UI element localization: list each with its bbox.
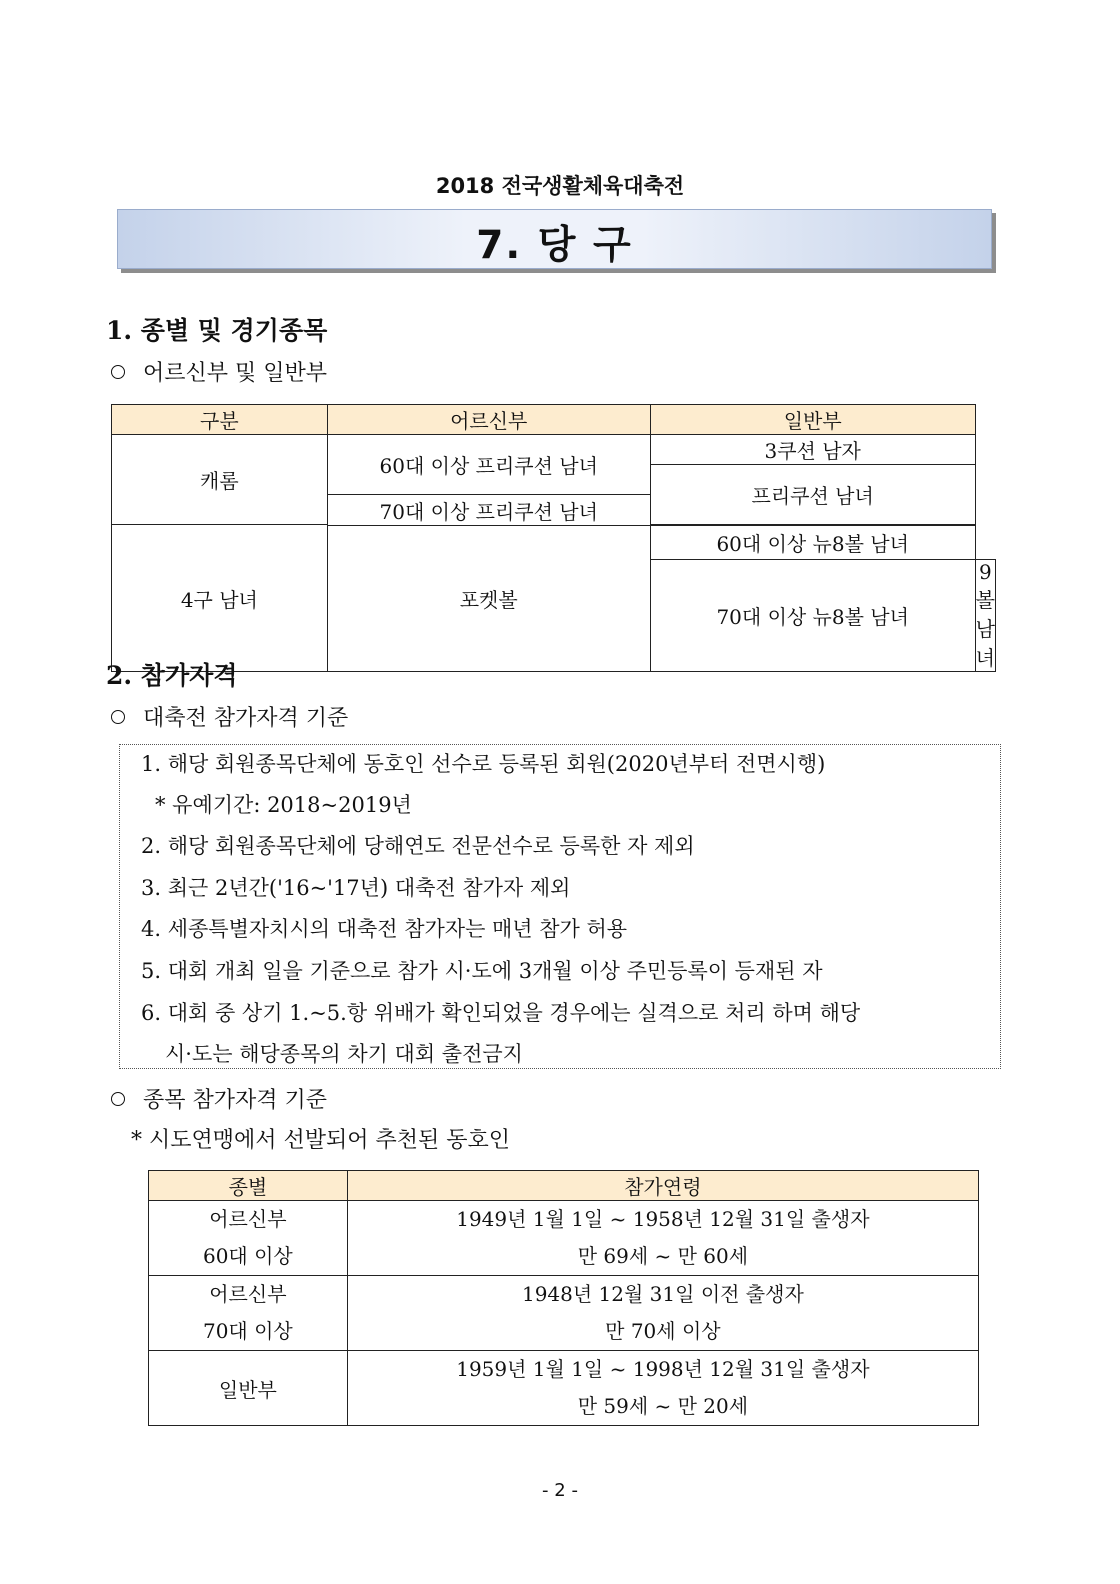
table-cell: 60대 이상 프리쿠션 남녀 — [327, 435, 650, 495]
table-header: 일반부 — [650, 405, 975, 435]
circle-bullet-icon — [111, 365, 125, 379]
table-cell: 9볼 남녀 — [975, 560, 995, 670]
age-range-cell — [347, 1201, 978, 1276]
section2-bullet1 — [111, 701, 348, 732]
age-line: 1959년 1월 1일 ~ 1998년 12월 31일 출생자 — [456, 1357, 870, 1381]
circle-bullet-icon — [111, 1092, 125, 1106]
age-range-cell — [347, 1351, 978, 1426]
section-title-banner — [117, 209, 992, 269]
table-cell: 60대 이상 뉴8볼 남녀 — [650, 526, 975, 560]
section2-heading: 2. 참가자격 — [106, 661, 238, 690]
table-header: 종별 — [149, 1171, 348, 1201]
note-item: 시·도는 해당종목의 차기 대회 출전금지 — [165, 1042, 523, 1066]
age-eligibility-table — [148, 1170, 979, 1426]
table-cell: 프리쿠션 남녀 — [650, 465, 975, 525]
note-item: * 유예기간: 2018~2019년 — [155, 793, 412, 817]
note-item: 3. 최근 2년간('16~'17년) 대축전 참가자 제외 — [141, 876, 571, 900]
table-header: 참가연령 — [347, 1171, 978, 1201]
age-line: 만 69세 ~ 만 60세 — [577, 1244, 749, 1268]
section2-bullet2 — [111, 1083, 327, 1114]
category-line: 일반부 — [218, 1377, 277, 1402]
note-item: 5. 대회 개최 일을 기준으로 참가 시·도에 3개월 이상 주민등록이 등재된 자 — [141, 959, 823, 983]
section-title: 7. 당 구 — [476, 223, 633, 268]
carom-label: 캐롬 — [112, 435, 328, 525]
age-line: 1948년 12월 31일 이전 출생자 — [521, 1282, 804, 1306]
age-category-cell — [149, 1201, 348, 1276]
page-number: - 2 - — [542, 1480, 578, 1501]
note-item: 6. 대회 중 상기 1.~5.항 위배가 확인되었을 경우에는 실격으로 처리 하며 해당 — [141, 1001, 861, 1025]
age-line: 만 59세 ~ 만 20세 — [577, 1394, 749, 1418]
circle-bullet-icon — [111, 710, 125, 724]
event-category-table — [111, 404, 996, 672]
note-item: 4. 세종특별자치시의 대축전 참가자는 매년 참가 허용 — [141, 917, 628, 941]
section2-bullet1-text: 대축전 참가자격 기준 — [143, 706, 349, 731]
section1-bullet — [111, 356, 327, 387]
note-item: 1. 해당 회원종목단체에 동호인 선수로 등록된 회원(2020년부터 전면시행) — [141, 752, 826, 776]
pocket-label: 포켓볼 — [327, 526, 650, 672]
age-category-cell — [149, 1276, 348, 1351]
category-line: 60대 이상 — [202, 1244, 293, 1268]
age-line: 만 70세 이상 — [605, 1319, 721, 1343]
table-header: 어르신부 — [327, 405, 650, 435]
table-cell: 70대 이상 뉴8볼 남녀 — [650, 560, 975, 672]
table-cell: 70대 이상 프리쿠션 남녀 — [327, 495, 650, 526]
category-line: 어르신부 — [209, 1207, 287, 1231]
age-line: 1949년 1월 1일 ~ 1958년 12월 31일 출생자 — [456, 1207, 870, 1231]
note-item: 2. 해당 회원종목단체에 당해연도 전문선수로 등록한 자 제외 — [141, 834, 695, 858]
table-header: 구분 — [112, 405, 328, 435]
category-line: 어르신부 — [209, 1282, 287, 1306]
category-line: 70대 이상 — [202, 1319, 293, 1343]
section2-bullet2-text: 종목 참가자격 기준 — [143, 1088, 328, 1113]
table-cell: 4구 남녀 — [112, 525, 328, 672]
table-cell: 3쿠션 남자 — [650, 435, 975, 465]
event-title: 2018 전국생활체육대축전 — [435, 174, 685, 198]
age-range-cell — [347, 1276, 978, 1351]
section2-sub-note: * 시도연맹에서 선발되어 추천된 동호인 — [131, 1128, 511, 1153]
age-category-cell — [149, 1351, 348, 1426]
section1-bullet-text: 어르신부 및 일반부 — [143, 361, 328, 386]
section1-heading: 1. 종별 및 경기종목 — [106, 316, 328, 345]
